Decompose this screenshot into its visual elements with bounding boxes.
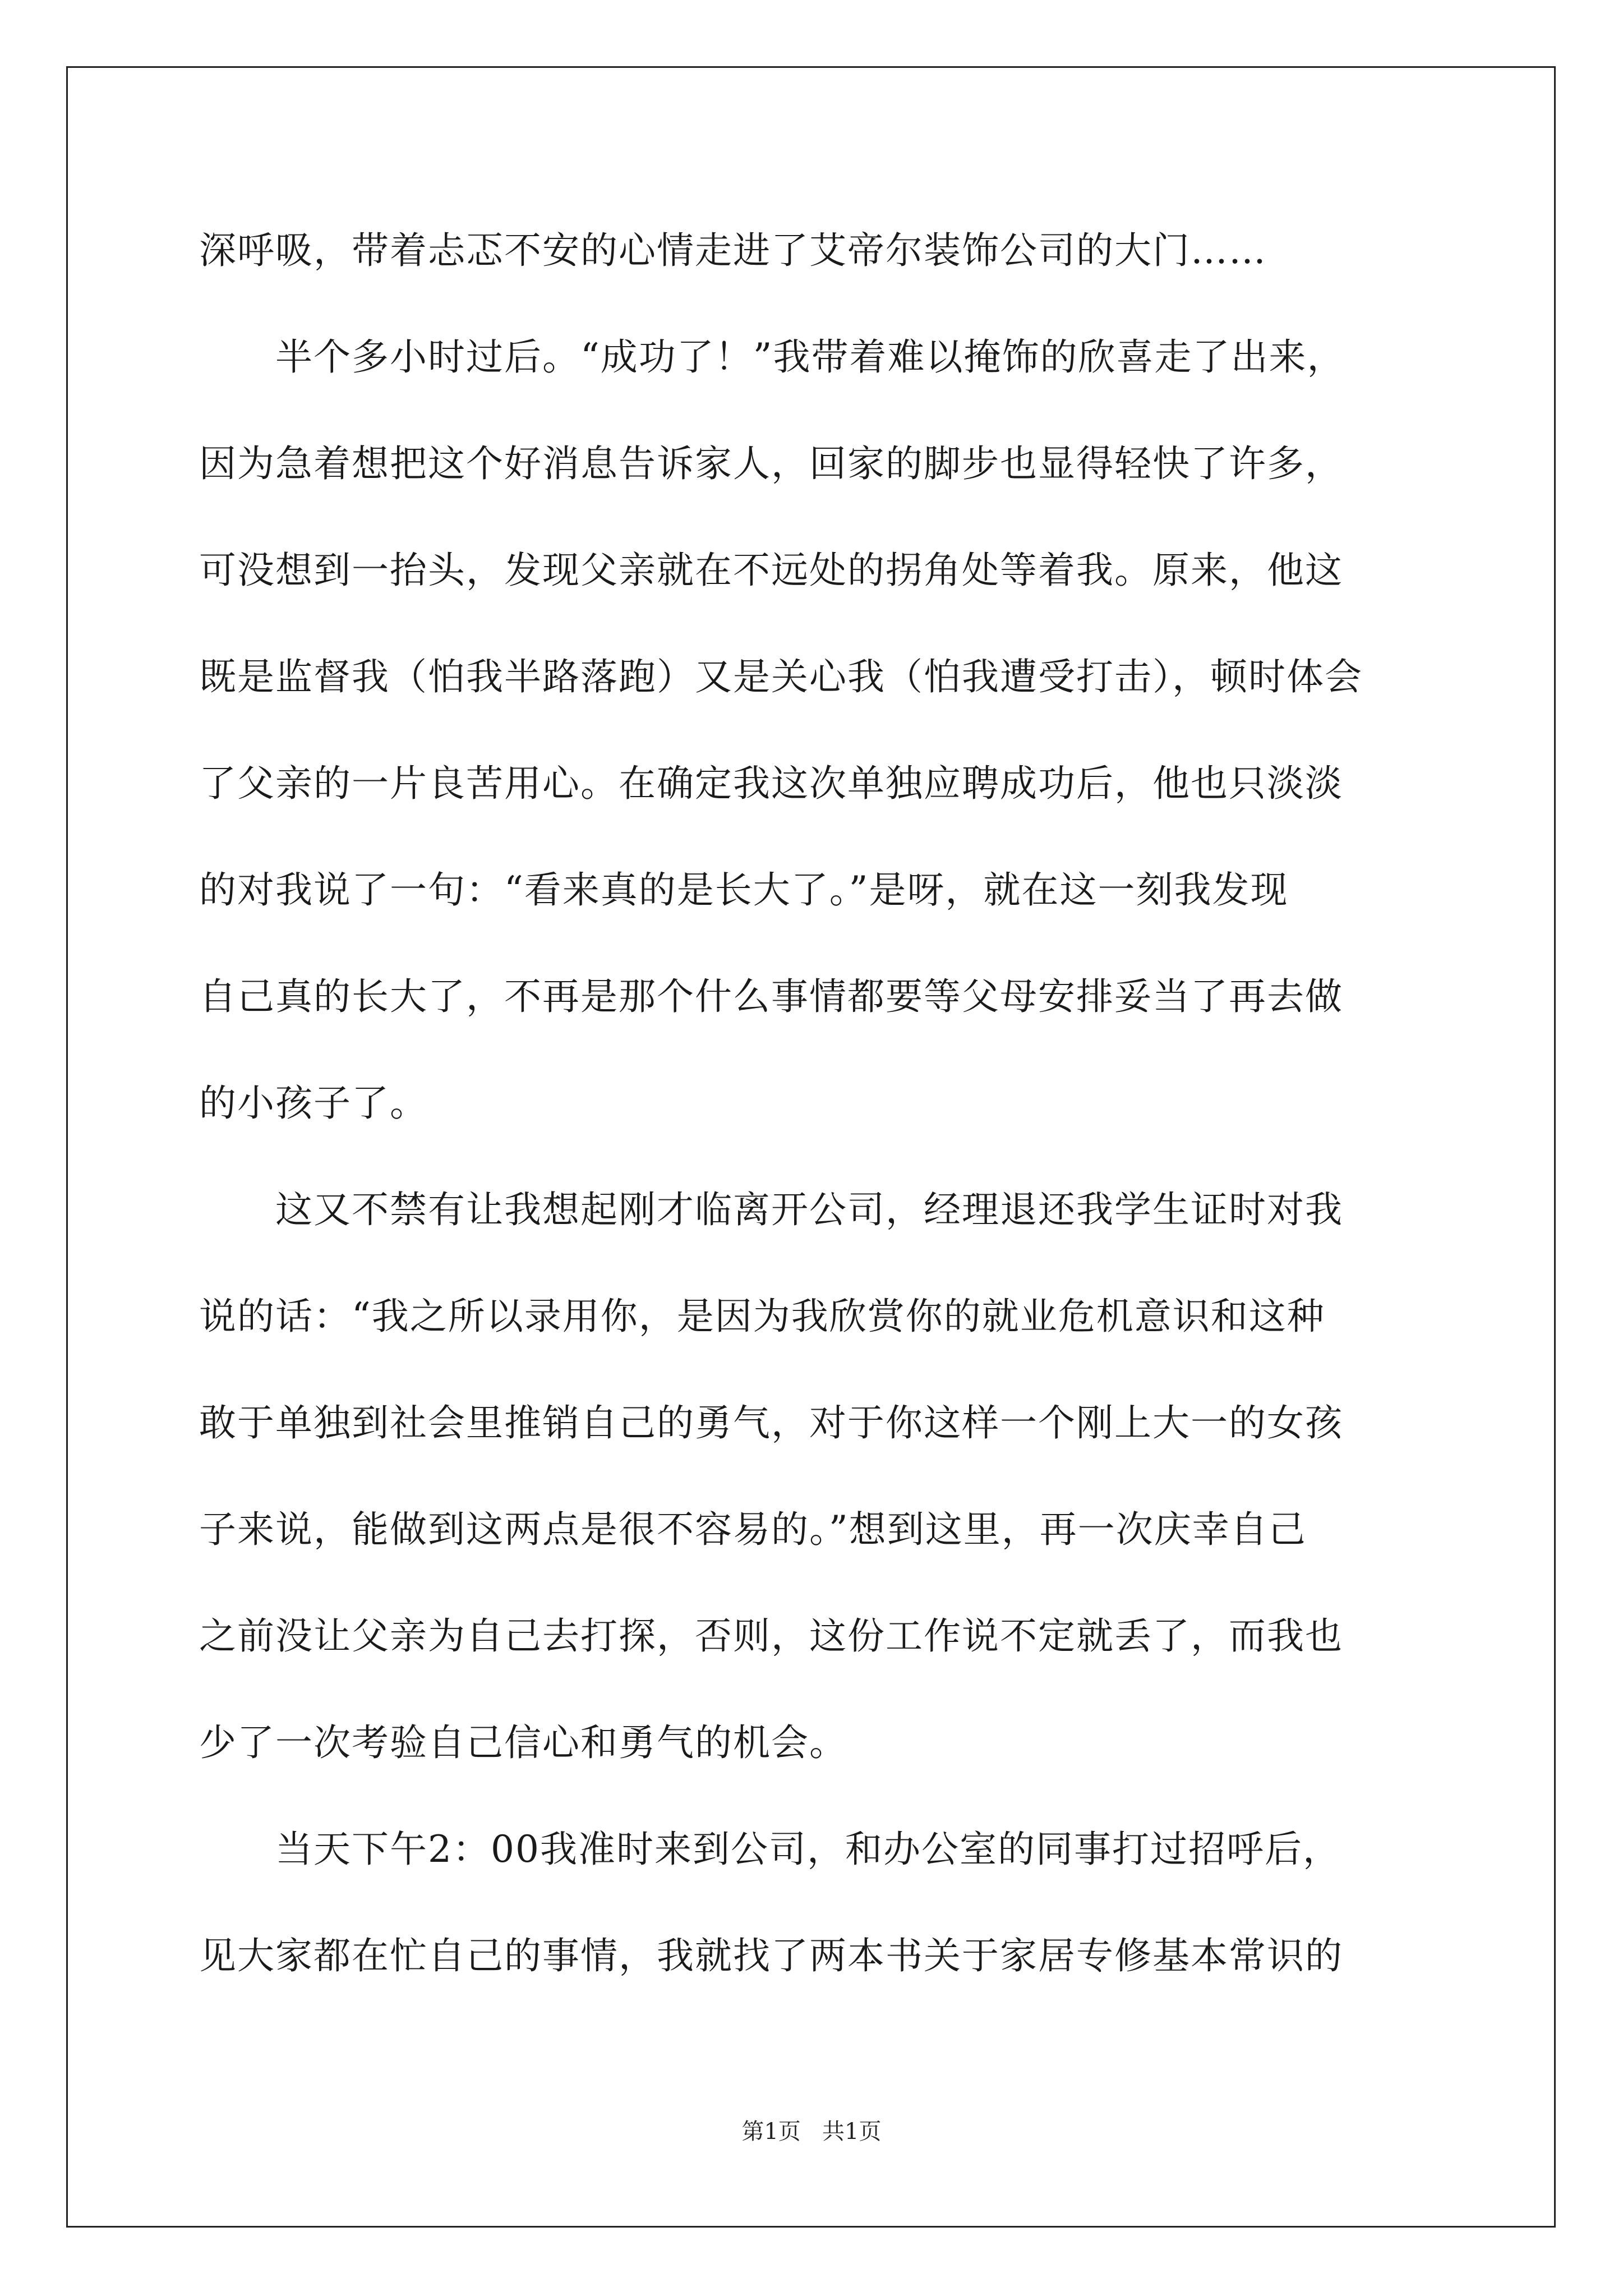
text-line: 了父亲的一片良苦用心。在确定我这次单独应聘成功后，他也只淡淡 [199, 762, 1343, 805]
text-line: 说的话：“我之所以录用你，是因为我欣赏你的就业危机意识和这种 [199, 1295, 1325, 1338]
text-line: 少了一次考验自己信心和勇气的机会。 [199, 1721, 847, 1764]
text-line: 既是监督我（怕我半路落跑）又是关心我（怕我遭受打击），顿时体会 [199, 655, 1363, 698]
text-line: 自己真的长大了，不再是那个什么事情都要等父母安排妥当了再去做 [199, 975, 1343, 1018]
text-line: 敢于单独到社会里推销自己的勇气，对于你这样一个刚上大一的女孩 [199, 1401, 1343, 1444]
text-line: 半个多小时过后。“成功了！”我带着难以掩饰的欣喜走了出来， [199, 335, 1345, 379]
text-line: 之前没让父亲为自己去打探，否则，这份工作说不定就丢了，而我也 [199, 1614, 1343, 1658]
text-line: 深呼吸，带着忐忑不安的心情走进了艾帝尔装饰公司的大门…… [199, 229, 1267, 272]
text-line: 当天下午2：00我准时来到公司，和办公室的同事打过招呼后， [199, 1828, 1341, 1871]
text-line: 见大家都在忙自己的事情，我就找了两本书关于家居专修基本常识的 [199, 1934, 1343, 1977]
text-line: 因为急着想把这个好消息告诉家人，回家的脚步也显得轻快了许多， [199, 442, 1343, 485]
text-line: 可没想到一抬头，发现父亲就在不远处的拐角处等着我。原来，他这 [199, 549, 1343, 592]
text-line: 子来说，能做到这两点是很不容易的。”想到这里，再一次庆幸自己 [199, 1508, 1307, 1551]
text-line: 这又不禁有让我想起刚才临离开公司，经理退还我学生证时对我 [199, 1188, 1343, 1231]
text-line: 的小孩子了。 [199, 1082, 428, 1125]
text-line: 的对我说了一句：“看来真的是长大了。”是呀，就在这一刻我发现 [199, 868, 1289, 912]
page-footer: 第1页 共1页 [741, 2119, 882, 2145]
document-body [199, 197, 1433, 2009]
